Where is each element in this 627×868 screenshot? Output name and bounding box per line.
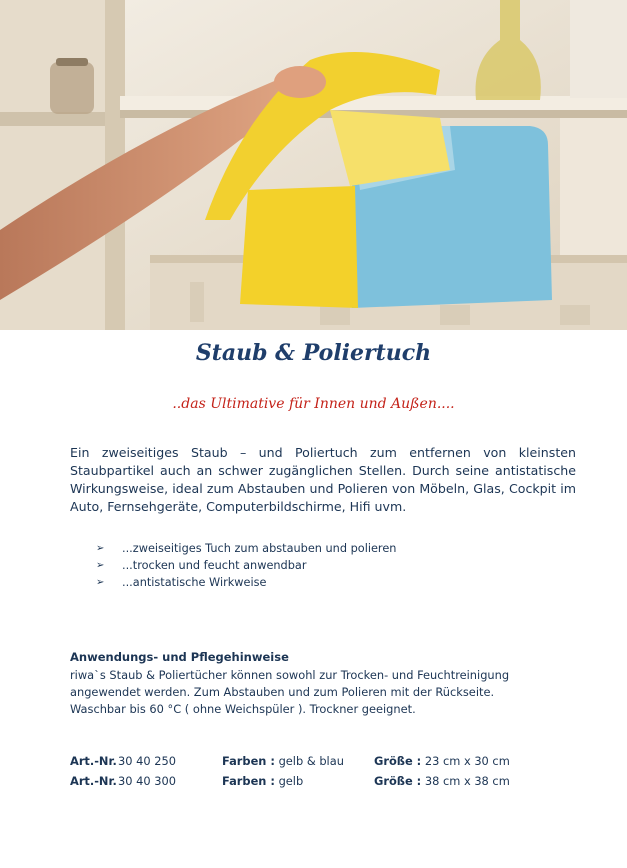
page-title: Staub & Poliertuch [195, 340, 432, 366]
subtitle: ..das Ultimative für Innen und Außen.... [172, 396, 455, 412]
arrow-bullet-icon: ➢ [96, 560, 105, 571]
product-description: Ein zweiseitiges Staub – und Poliertuch zum entfernen von kleinsten Staubpartikel auch an schwer zugänglichen Stellen. Durch seine antistatische Wirkungsweise, ideal zum Abstauben und Polieren von Möbeln, Glas, Cockpit im Auto, Fernsehgeräte, Computerbildschirme, Hifi uvm. [70, 445, 576, 514]
arrow-bullet-icon: ➢ [96, 543, 105, 554]
arrow-bullet-icon: ➢ [96, 577, 105, 588]
care-instructions: riwa`s Staub & Poliertücher können sowohl zur Trocken- und Feuchtreinigung angewendet werden. Zum Abstauben und zum Polieren mit der Rückseite. Waschbar bis 60 °C ( ohne Weichspüler ). Trockner geeignet. [70, 668, 510, 716]
feature-list [96, 540, 396, 591]
care-heading: Anwendungs- und Pflegehinweise [70, 650, 289, 664]
product-photo [0, 0, 627, 330]
list-item: ➢ ...zweiseitiges Tuch zum abstauben und polieren [96, 542, 397, 555]
list-item: ➢ ...trocken und feucht anwendbar [96, 559, 307, 572]
list-item: ➢ ...antistatische Wirkweise [96, 576, 267, 589]
